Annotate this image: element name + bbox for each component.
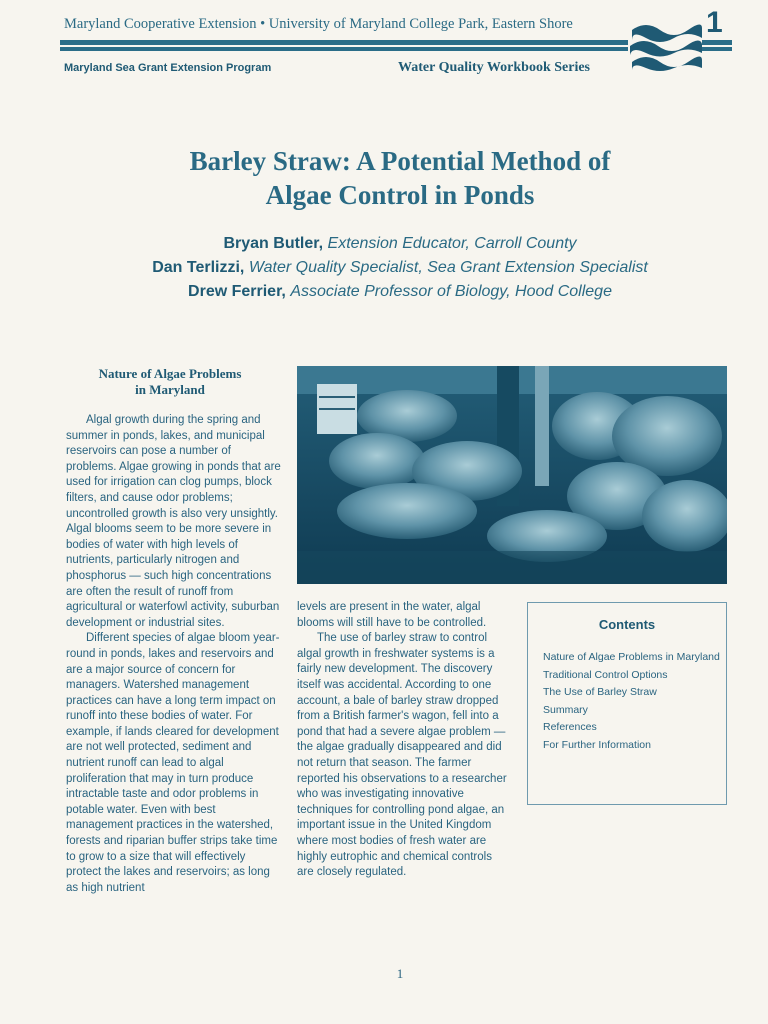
- author-role: Associate Professor of Biology, Hood College: [290, 283, 612, 300]
- author-2: [60, 259, 740, 277]
- author-role: Extension Educator, Carroll County: [327, 235, 577, 252]
- column-middle: [297, 600, 509, 881]
- contents-list: [543, 649, 723, 754]
- section-heading-line-2: in Maryland: [135, 382, 205, 397]
- author-1: [60, 235, 740, 253]
- contents-item: Nature of Algae Problems in Maryland: [543, 651, 720, 663]
- header-series: Water Quality Workbook Series: [398, 60, 590, 75]
- contents-item: References: [543, 721, 597, 733]
- contents-item: The Use of Barley Straw: [543, 686, 657, 698]
- waves-logo-icon: [628, 16, 702, 72]
- title-line-2: Algae Control in Ponds: [265, 180, 535, 210]
- author-name: Drew Ferrier,: [188, 283, 286, 300]
- title-line-1: Barley Straw: A Potential Method of: [189, 146, 611, 176]
- contents-item: Summary: [543, 703, 588, 716]
- author-name: Dan Terlizzi,: [152, 259, 245, 276]
- contents-box: [527, 602, 727, 805]
- paragraph: Algal growth during the spring and summer in ponds, lakes, and municipal reservoirs can pose a number of problems. Algae growing in ponds that are used for irrigation can clog pumps, block filters, and cause odor problems; uncontrolled growth is also very unsightly. Algal blooms seem to be more severe in bodies of water with high levels of nutrients, particularly nitrogen and phosphorus — such high concentrations are often the result of runoff from agricultural or waterfowl activity, suburban development or industrial sites.: [66, 414, 281, 629]
- paragraph: Different species of algae bloom year-round in ponds, lakes and reservoirs and are a major source of concern for managers. Watershed management practices can have a long term impact on runoff into these bodies of water. For example, if lands cleared for development are not well protected, sediment and nutrient runoff can lead to algal proliferation that may in turn produce intractable taste and odor problems in potable water. Even with best management practices in the watershed, forests and riparian buffer strips take time to grow to a size that will effectively protect the lakes and reservoirs; as long as high nutrient: [66, 632, 280, 894]
- column-left: [66, 413, 282, 896]
- contents-title: Contents: [598, 617, 656, 632]
- author-name: Bryan Butler,: [223, 235, 324, 252]
- section-heading-line-1: Nature of Algae Problems: [98, 366, 242, 381]
- paragraph: The use of barley straw to control algal growth in freshwater systems is a fairly new development. The discovery itself was accidental. According to one account, a bale of barley straw dropped from a British farmer's wagon, fell into a pond that had a severe algae problem — the algae gradually disappeared and did not return that season. The farmer reported his observations to a researcher who was investigating innovative techniques for controlling pond algae, an important issue in the United Kingdom where most bodies of fresh water are highly eutrophic and chemical controls are closely regulated.: [297, 632, 507, 879]
- header-program: Maryland Sea Grant Extension Program: [64, 62, 272, 74]
- barley-bales-photo: [297, 366, 727, 584]
- header-affiliation: Maryland Cooperative Extension • University of Maryland College Park, Eastern Shore: [64, 16, 573, 32]
- issue-number: 1: [706, 6, 723, 39]
- contents-item: Traditional Control Options: [543, 668, 668, 681]
- page-number: 1: [396, 966, 404, 981]
- author-3: [60, 283, 740, 301]
- paragraph: levels are present in the water, algal blooms will still have to be controlled.: [297, 601, 487, 629]
- author-role: Water Quality Specialist, Sea Grant Extension Specialist: [248, 259, 648, 276]
- contents-item: For Further Information: [543, 738, 651, 751]
